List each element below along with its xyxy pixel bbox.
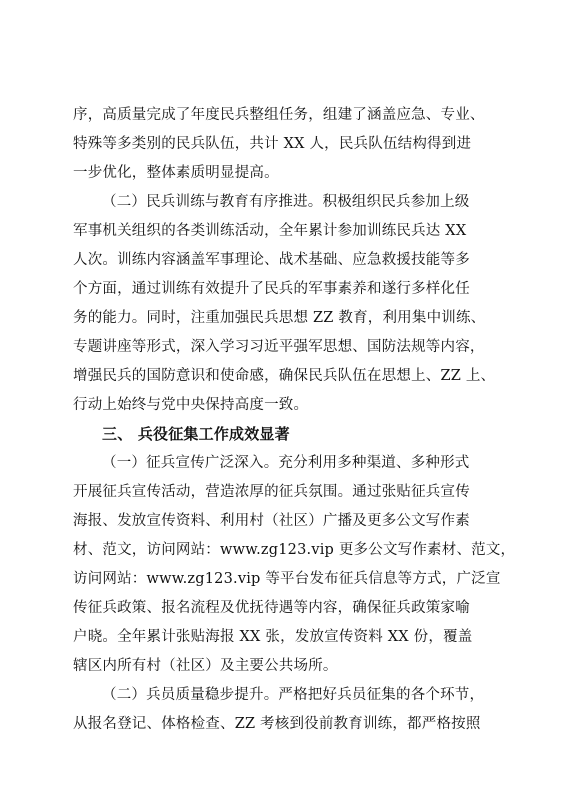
body-line-8: 务的能力。同时，注重加强民兵思想 ZZ 教育，利用集中训练、 [73,310,486,326]
body-line-15: 海报、发放宣传资料、利用村（社区）广播及更多公文写作素 [73,513,470,529]
body-line-7: 个方面，通过训练有效提升了民兵的军事素养和遂行多样化任 [73,281,470,297]
body-line-22: 从报名登记、体格检查、ZZ 考核到役前教育训练，都严格按照 [73,716,481,732]
paragraph-recruit-quality-start: （二）兵员质量稳步提升。严格把好兵员征集的各个环节， [102,687,485,703]
body-line-11: 行动上始终与党中央保持高度一致。 [73,397,309,413]
document-body [73,101,516,739]
body-line-3: 一步优化，整体素质明显提高。 [73,165,279,181]
body-line-20: 辖区内所有村（社区）及主要公共场所。 [73,658,338,674]
body-line-6: 人次。训练内容涵盖军事理论、战术基础、应急救援技能等多 [73,252,470,268]
body-line-14: 开展征兵宣传活动，营造浓厚的征兵氛围。通过张贴征兵宣传 [73,484,470,500]
section-heading-conscription: 三、 兵役征集工作成效显著 [102,425,290,443]
body-line-5: 军事机关组织的各类训练活动，全年累计参加训练民兵达 XX [73,223,467,239]
body-line-17: 访问网站：www.zg123.vip 等平台发布征兵信息等方式，广泛宣 [73,571,501,587]
body-line-2: 特殊等多类别的民兵队伍，共计 XX 人，民兵队伍结构得到进 [73,136,472,152]
body-line-16: 材、范文，访问网站：www.zg123.vip 更多公文写作素材、范文， [73,542,516,558]
body-line-1: 序，高质量完成了年度民兵整组任务，组建了涵盖应急、专业、 [73,107,485,123]
body-line-9: 专题讲座等形式，深入学习习近平强军思想、国防法规等内容， [73,339,485,355]
body-line-19: 户晓。全年累计张贴海报 XX 张，发放宣传资料 XX 份，覆盖 [73,629,473,645]
paragraph-recruitment-publicity-start: （一）征兵宣传广泛深入。充分利用多种渠道、多种形式 [102,455,470,471]
body-line-18: 传征兵政策、报名流程及优抚待遇等内容，确保征兵政策家喻 [73,600,470,616]
body-line-10: 增强民兵的国防意识和使命感，确保民兵队伍在思想上、ZZ 上、 [73,368,496,384]
paragraph-militia-training-start: （二）民兵训练与教育有序推进。积极组织民兵参加上级 [102,194,470,210]
